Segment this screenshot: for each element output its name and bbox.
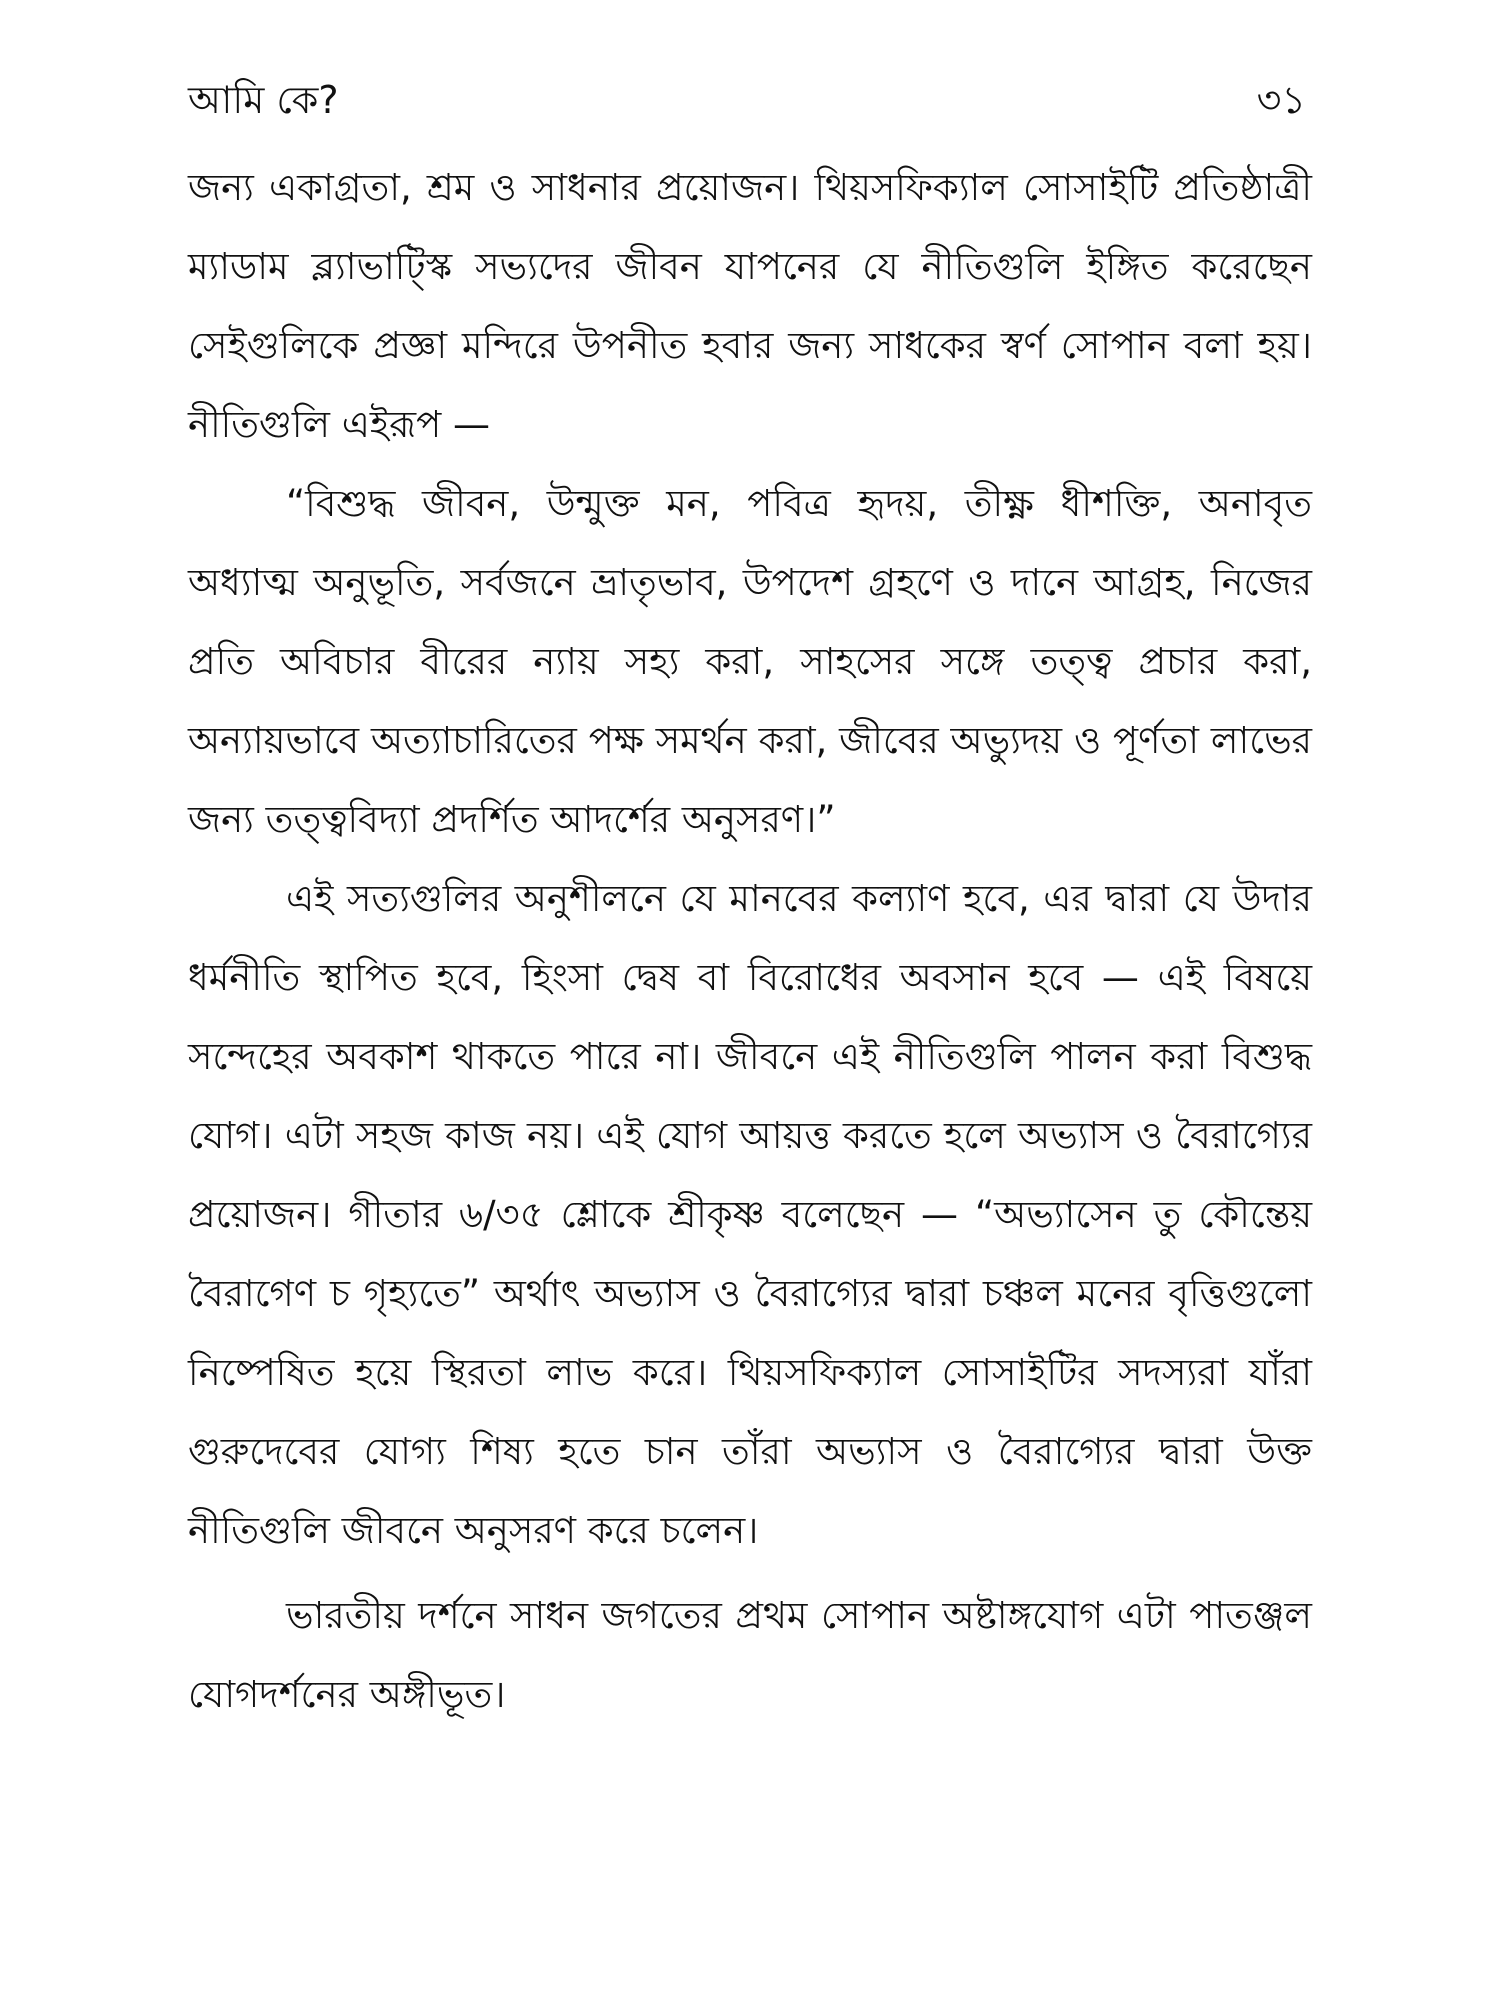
paragraph-practice: এই সত্যগুলির অনুশীলনে যে মানবের কল্যাণ হবে, এর দ্বারা যে উদার ধর্মনীতি স্থাপিত হবে, হিংসা দ্বেষ বা বিরোধের অবসান হবে — এই বিষয়ে সন্দেহের অবকাশ থাকতে পারে না। জীবনে এই নীতিগুলি পালন করা বিশুদ্ধ যোগ। এটা সহজ কাজ নয়। এই যোগ আয়ত্ত করতে হলে অভ্যাস ও বৈরাগ্যের প্রয়োজন। গীতার ৬/৩৫ শ্লোকে শ্রীকৃষ্ণ বলেছেন — “অভ্যাসেন তু কৌন্তেয় বৈরাগেণ চ গৃহ্যতে” অর্থাৎ অভ্যাস ও বৈরাগ্যের দ্বারা চঞ্চল মনের বৃত্তিগুলো নিষ্পেষিত হয়ে স্থিরতা লাভ করে। থিয়সফিক্যাল সোসাইটির সদস্যরা যাঁরা গুরুদেবের যোগ্য শিষ্য হতে চান তাঁরা অভ্যাস ও বৈরাগ্যের দ্বারা উক্ত নীতিগুলি জীবনে অনুসরণ করে চলেন। [188,877,1312,1552]
running-title: আমি কে? [188,78,339,122]
paragraph-ashtanga: ভারতীয় দর্শনে সাধন জগতের প্রথম সোপান অষ্টাঙ্গযোগ এটা পাতঞ্জল যোগদর্শনের অঙ্গীভূত। [188,1594,1312,1716]
body-text [188,148,1312,1734]
page-header [188,52,1312,148]
paragraph-continuation: জন্য একাগ্রতা, শ্রম ও সাধনার প্রয়োজন। থিয়সফিক্যাল সোসাইটি প্রতিষ্ঠাত্রী ম্যাডাম ব্ল্যাভাট্স্কি সভ্যদের জীবন যাপনের যে নীতিগুলি ইঙ্গিত করেছেন সেইগুলিকে প্রজ্ঞা মন্দিরে উপনীত হবার জন্য সাধকের স্বর্ণ সোপান বলা হয়। নীতিগুলি এইরূপ — [188,166,1312,446]
page-number: ৩১ [1256,78,1306,122]
paragraph-quotation: “বিশুদ্ধ জীবন, উন্মুক্ত মন, পবিত্র হৃদয়, তীক্ষ্ণ ধীশক্তি, অনাবৃত অধ্যাত্ম অনুভূতি, সর্বজনে ভ্রাতৃভাব, উপদেশ গ্রহণে ও দানে আগ্রহ, নিজের প্রতি অবিচার বীরের ন্যায় সহ্য করা, সাহসের সঙ্গে তত্ত্ব প্রচার করা, অন্যায়ভাবে অত্যাচারিতের পক্ষ সমর্থন করা, জীবের অভ্যুদয় ও পূর্ণতা লাভের জন্য তত্ত্ববিদ্যা প্রদর্শিত আদর্শের অনুসরণ।” [188,482,1312,841]
